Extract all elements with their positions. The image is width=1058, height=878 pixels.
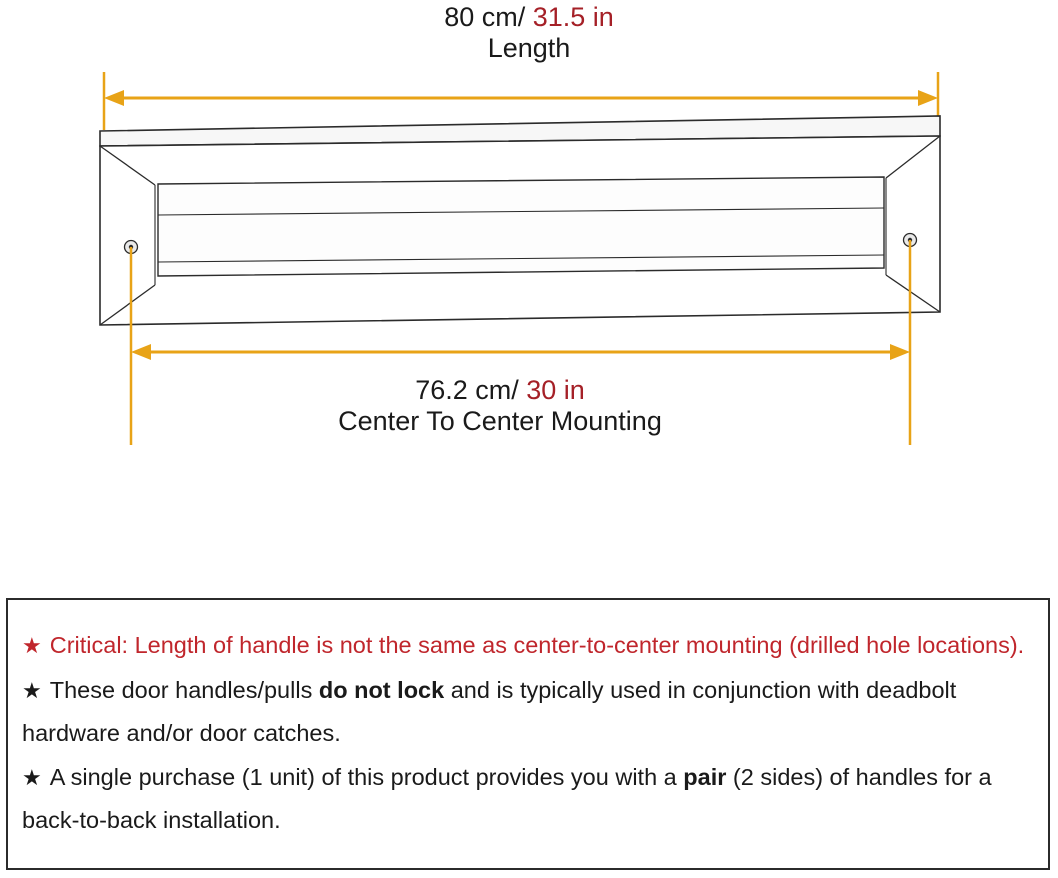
length-dimension-caption: Length [487, 33, 571, 64]
note-text: pair [683, 764, 727, 791]
note-critical [22, 624, 1030, 667]
note-text: These door handles/pulls [49, 676, 319, 703]
note-text: and is typically used in conjunction with deadbolt hardware and/or door catches. [22, 676, 957, 746]
star-icon: ★ [22, 633, 42, 658]
notes-list [22, 624, 1030, 842]
center-to-center-value: 76.2 cm/ 30 in [415, 375, 585, 405]
center-to-center-caption: Center To Center Mounting [338, 406, 662, 437]
note-text: A single purchase (1 unit) of this product provides you with a [49, 764, 684, 791]
note-text: Critical: Length of handle is not the same as center-to-center mounting (drilled hole locations). [49, 632, 1025, 658]
note-text: (2 sides) of handles for a back-to-back installation. [22, 764, 992, 834]
note-text: do not lock [318, 676, 445, 703]
center-to-center-dimension-label [0, 375, 1000, 437]
product-notes-panel [6, 598, 1050, 870]
star-icon: ★ [22, 765, 42, 791]
star-icon: ★ [22, 677, 42, 703]
note-pair [22, 756, 1030, 842]
length-arrow [104, 90, 938, 106]
length-dimension-value: 80 cm/ 31.5 in [444, 2, 614, 32]
note-no-lock [22, 669, 1030, 755]
center-to-center-arrow [131, 344, 910, 360]
